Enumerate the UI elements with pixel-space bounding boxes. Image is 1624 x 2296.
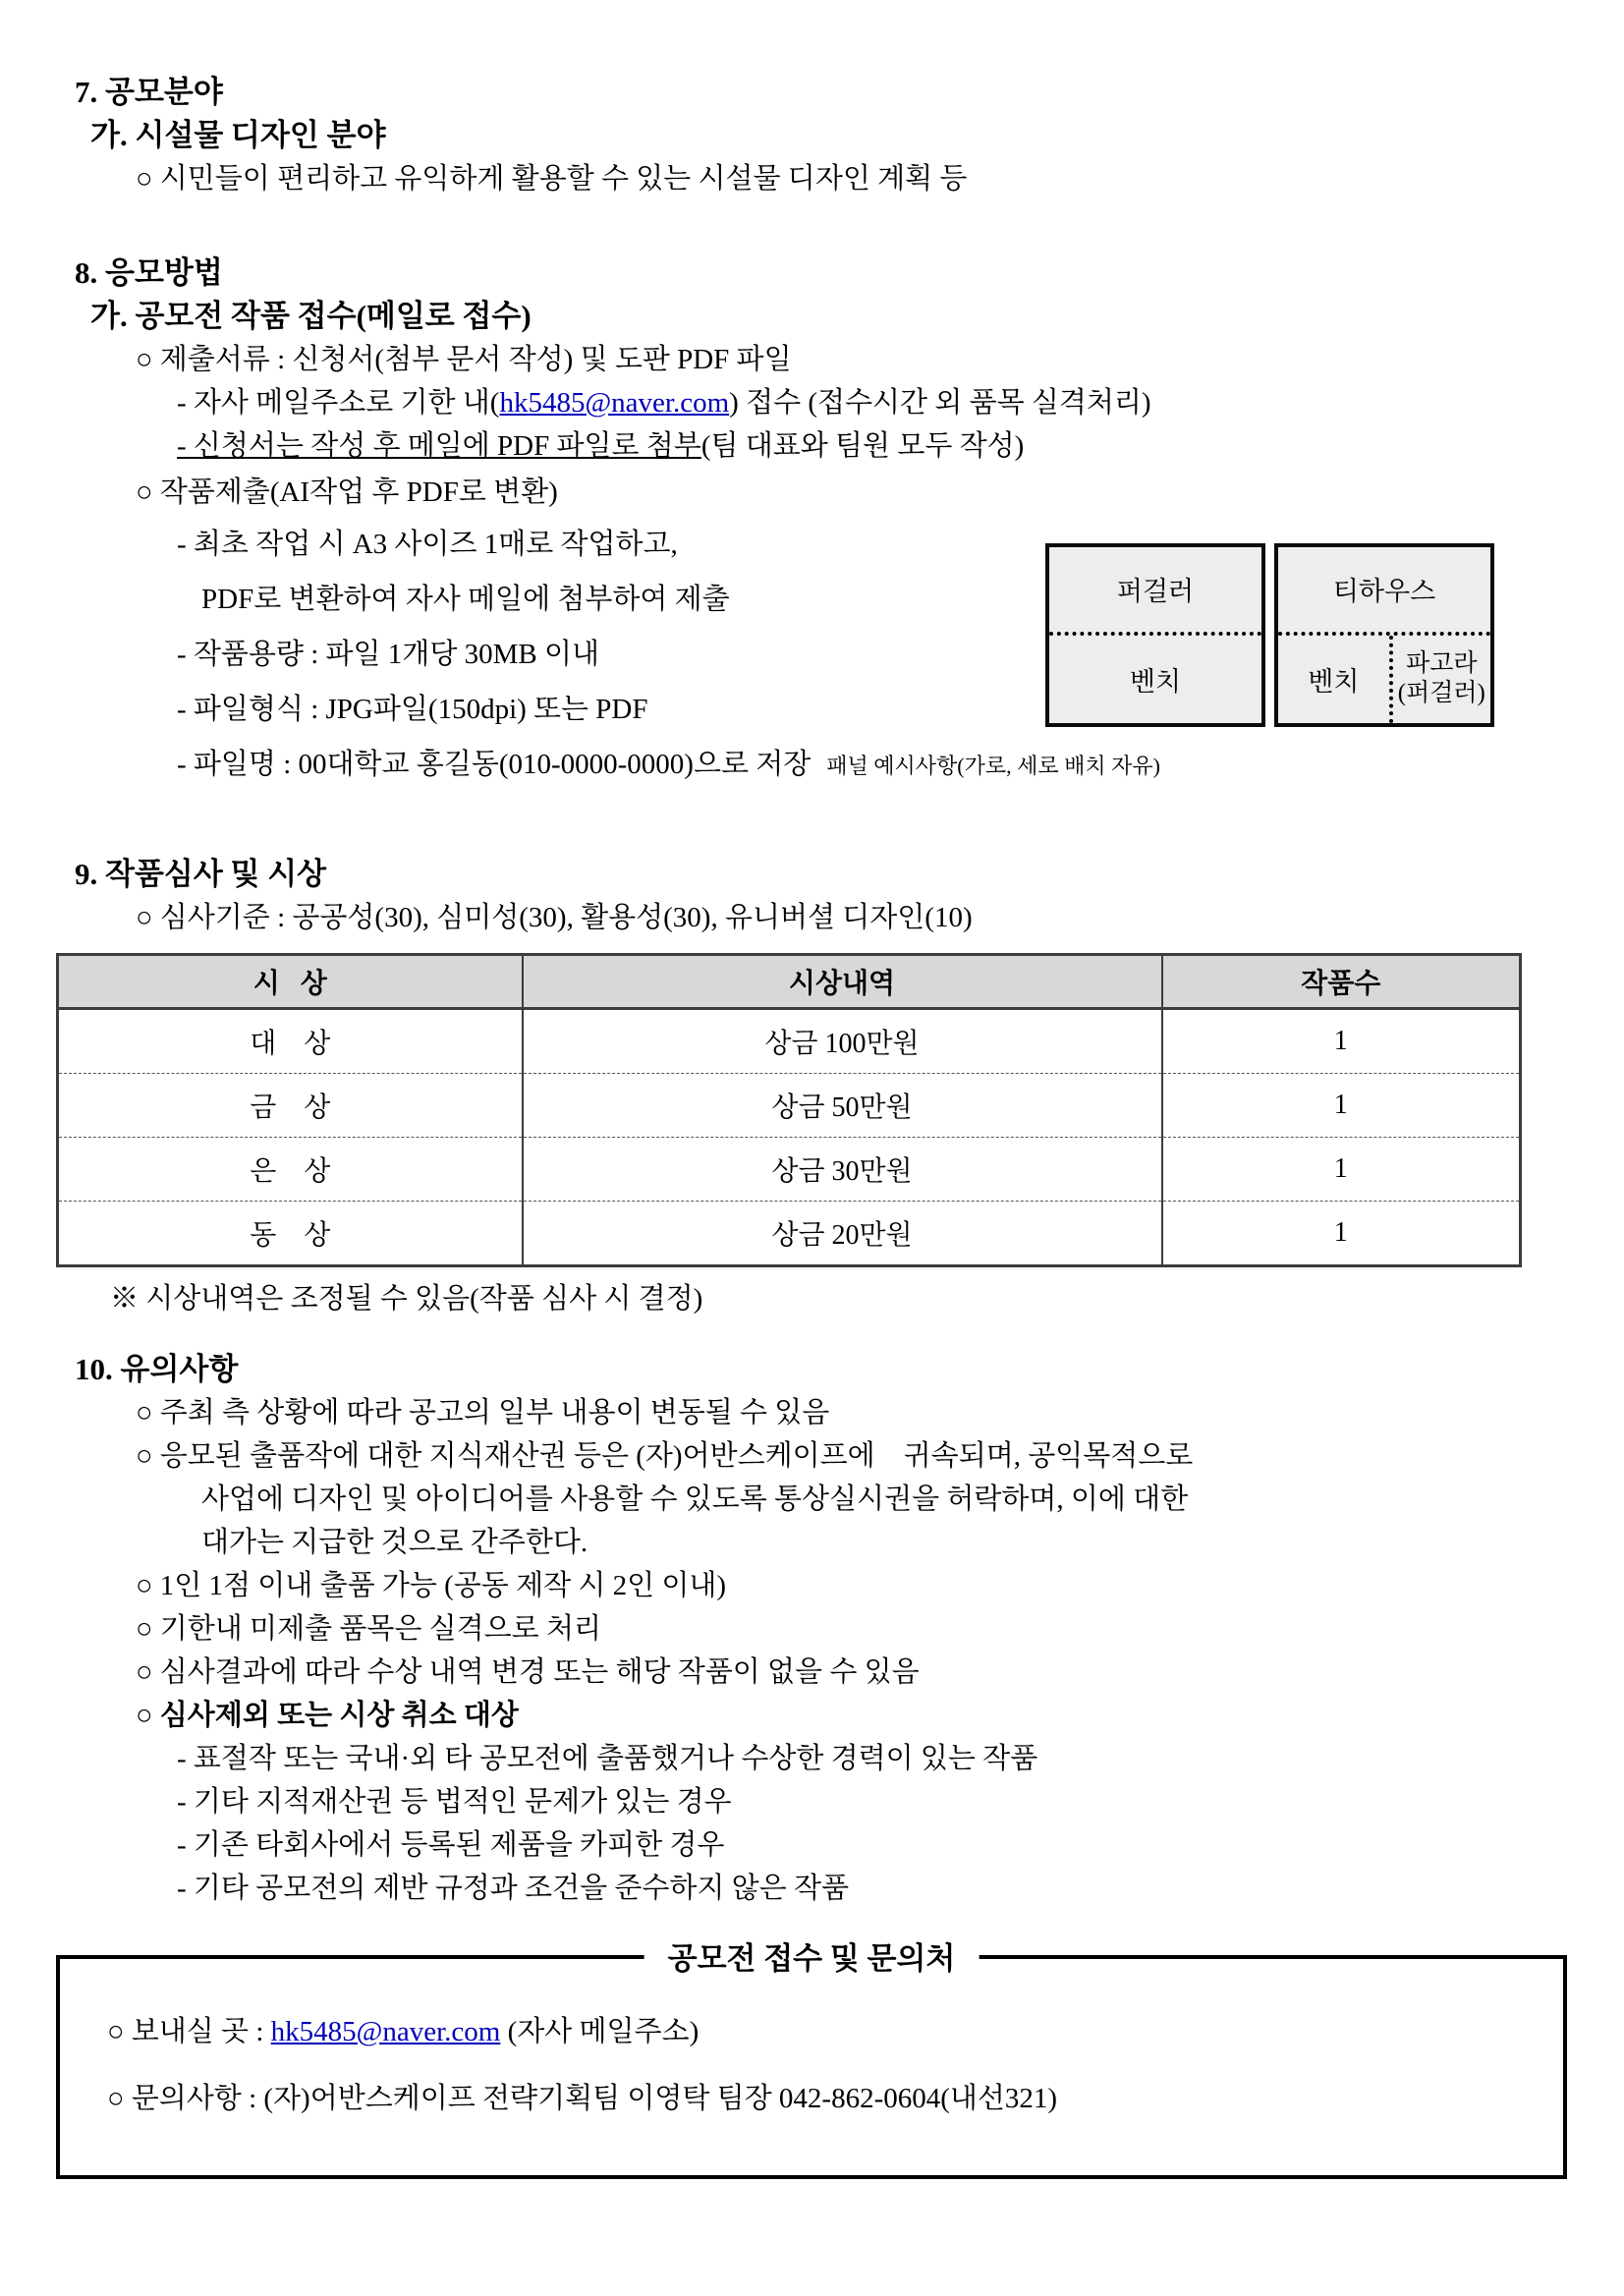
col-header-prize: 시 상 bbox=[58, 955, 523, 1009]
table-row bbox=[58, 1202, 1521, 1266]
exclusion-title-text: 심사제외 또는 시상 취소 대상 bbox=[159, 1700, 519, 1731]
contact-box-title: 공모전 접수 및 문의처 bbox=[644, 1933, 980, 1978]
panel2-teahouse-cell: 티하우스 bbox=[1278, 547, 1490, 636]
table-row bbox=[58, 1009, 1521, 1074]
prize-count: 1 bbox=[1162, 1202, 1521, 1266]
prize-name: 대 상 bbox=[58, 1009, 523, 1074]
work-size: - 작품용량 : 파일 1개당 30MB 이내 bbox=[177, 639, 599, 670]
prize-count: 1 bbox=[1162, 1138, 1521, 1202]
prize-detail: 상금 100만원 bbox=[523, 1009, 1162, 1074]
section-9 bbox=[0, 853, 1624, 1320]
mail-line-post: ) 접수 (접수시간 외 품목 실격처리) bbox=[729, 387, 1151, 419]
email-link[interactable]: hk5485@naver.com bbox=[270, 2016, 501, 2047]
prize-name: 금 상 bbox=[58, 1074, 523, 1138]
prize-detail: 상금 20만원 bbox=[523, 1202, 1162, 1266]
section10-title: 10. 유의사항 bbox=[75, 1352, 239, 1386]
panel1-bench-cell: 벤치 bbox=[1129, 666, 1182, 697]
section9-title: 9. 작품심사 및 시상 bbox=[75, 857, 327, 891]
work-line1: - 최초 작업 시 A3 사이즈 1매로 작업하고, bbox=[177, 529, 678, 560]
section7-title: 7. 공모분야 bbox=[75, 75, 223, 109]
prize-name: 은 상 bbox=[58, 1138, 523, 1202]
attach-post: (팀 대표와 팀원 모두 작성) bbox=[700, 430, 1025, 462]
panel2-bench-cell: 벤치 bbox=[1308, 666, 1360, 697]
prize-name: 동 상 bbox=[58, 1202, 523, 1266]
notice-limit: ○ 1인 1점 이내 출품 가능 (공동 제작 시 2인 이내) bbox=[136, 1570, 727, 1601]
section8-title: 8. 응모방법 bbox=[75, 255, 223, 290]
section-10 bbox=[0, 1348, 1624, 1910]
notice-exclusion-title bbox=[0, 1694, 1624, 1737]
work-line2: PDF로 변환하여 자사 메일에 첨부하여 제출 bbox=[201, 584, 730, 615]
section-7 bbox=[0, 71, 1624, 200]
section7-bullet: ○ 시민들이 편리하고 유익하게 활용할 수 있는 시설물 디자인 계획 등 bbox=[136, 163, 968, 195]
contact-box bbox=[56, 1941, 1567, 2179]
award-table bbox=[56, 953, 1522, 1267]
bullet-marker: ○ bbox=[136, 1700, 160, 1731]
col-header-count: 작품수 bbox=[1162, 955, 1521, 1009]
col-header-detail: 시상내역 bbox=[523, 955, 1162, 1009]
panel-caption: 패널 예시사항(가로, 세로 배치 자유) bbox=[826, 754, 1160, 778]
notice-result: ○ 심사결과에 따라 수상 내역 변경 또는 해당 작품이 없을 수 있음 bbox=[136, 1656, 920, 1688]
exclusion-legal: - 기타 지적재산권 등 법적인 문제가 있는 경우 bbox=[177, 1786, 732, 1818]
send-label: ○ 보내실 곳 : bbox=[107, 2016, 271, 2047]
pagora-line1: 파고라 bbox=[1406, 650, 1478, 678]
work-format: - 파일형식 : JPG파일(150dpi) 또는 PDF bbox=[177, 694, 648, 725]
section8-attach-line bbox=[0, 424, 1624, 468]
table-row bbox=[58, 1074, 1521, 1138]
section7-subtitle: 가. 시설물 디자인 분야 bbox=[90, 118, 386, 152]
section8-subtitle: 가. 공모전 작품 접수(메일로 접수) bbox=[90, 299, 532, 333]
panel2-pagora-cell bbox=[1389, 636, 1490, 724]
section8-mail-line bbox=[0, 381, 1624, 424]
panel-example-diagram bbox=[1045, 543, 1494, 727]
work-filename-line bbox=[0, 737, 1624, 794]
contact-send-line bbox=[60, 2010, 1563, 2053]
contact-inquiry-line: ○ 문의사항 : (자)어반스케이프 전략기획팀 이영탁 팀장 042-862-0604(내선321) bbox=[107, 2083, 1058, 2114]
attach-underlined: - 신청서는 작성 후 메일에 PDF 파일로 첨부 bbox=[177, 430, 701, 462]
panel-box-2 bbox=[1274, 543, 1494, 727]
prize-detail: 상금 50만원 bbox=[523, 1074, 1162, 1138]
work-filename: - 파일명 : 00대학교 홍길동(010-0000-0000)으로 저장 bbox=[177, 749, 812, 780]
award-table-header-row bbox=[58, 955, 1521, 1009]
table-row bbox=[58, 1138, 1521, 1202]
exclusion-rules: - 기타 공모전의 제반 규정과 조건을 준수하지 않은 작품 bbox=[177, 1873, 849, 1904]
notice-ip-2: 사업에 디자인 및 아이디어를 사용할 수 있도록 통상실시권을 허락하며, 이에 대한 bbox=[201, 1484, 1189, 1515]
section8-submit-docs: ○ 제출서류 : 신청서(첨부 문서 작성) 및 도판 PDF 파일 bbox=[136, 344, 792, 375]
work-submit: ○ 작품제출(AI작업 후 PDF로 변환) bbox=[136, 476, 558, 508]
panel1-pergola-cell: 퍼걸러 bbox=[1049, 547, 1261, 636]
pagora-line2: (퍼걸러) bbox=[1397, 680, 1485, 707]
notice-ip-3: 대가는 지급한 것으로 간주한다. bbox=[201, 1527, 588, 1558]
prize-count: 1 bbox=[1162, 1009, 1521, 1074]
mail-line-pre: - 자사 메일주소로 기한 내( bbox=[177, 387, 500, 419]
exclusion-plagiarism: - 표절작 또는 국내·외 타 공모전에 출품했거나 수상한 경력이 있는 작품 bbox=[177, 1743, 1038, 1774]
notice-ip-1: ○ 응모된 출품작에 대한 지식재산권 등은 (자)어반스케이프에 귀속되며, 공익목적으로 bbox=[136, 1440, 1194, 1472]
award-note: ※ 시상내역은 조정될 수 있음(작품 심사 시 결정) bbox=[110, 1283, 703, 1315]
send-post: (자사 메일주소) bbox=[500, 2016, 700, 2047]
prize-count: 1 bbox=[1162, 1074, 1521, 1138]
panel-box-1 bbox=[1045, 543, 1265, 727]
section9-criteria: ○ 심사기준 : 공공성(30), 심미성(30), 활용성(30), 유니버셜 디자인(10) bbox=[136, 902, 973, 933]
prize-detail: 상금 30만원 bbox=[523, 1138, 1162, 1202]
notice-change: ○ 주최 측 상황에 따라 공고의 일부 내용이 변동될 수 있음 bbox=[136, 1397, 830, 1428]
exclusion-copy: - 기존 타회사에서 등록된 제품을 카피한 경우 bbox=[177, 1829, 725, 1861]
notice-deadline: ○ 기한내 미제출 품목은 실격으로 처리 bbox=[136, 1613, 601, 1645]
email-link[interactable]: hk5485@naver.com bbox=[499, 387, 730, 419]
